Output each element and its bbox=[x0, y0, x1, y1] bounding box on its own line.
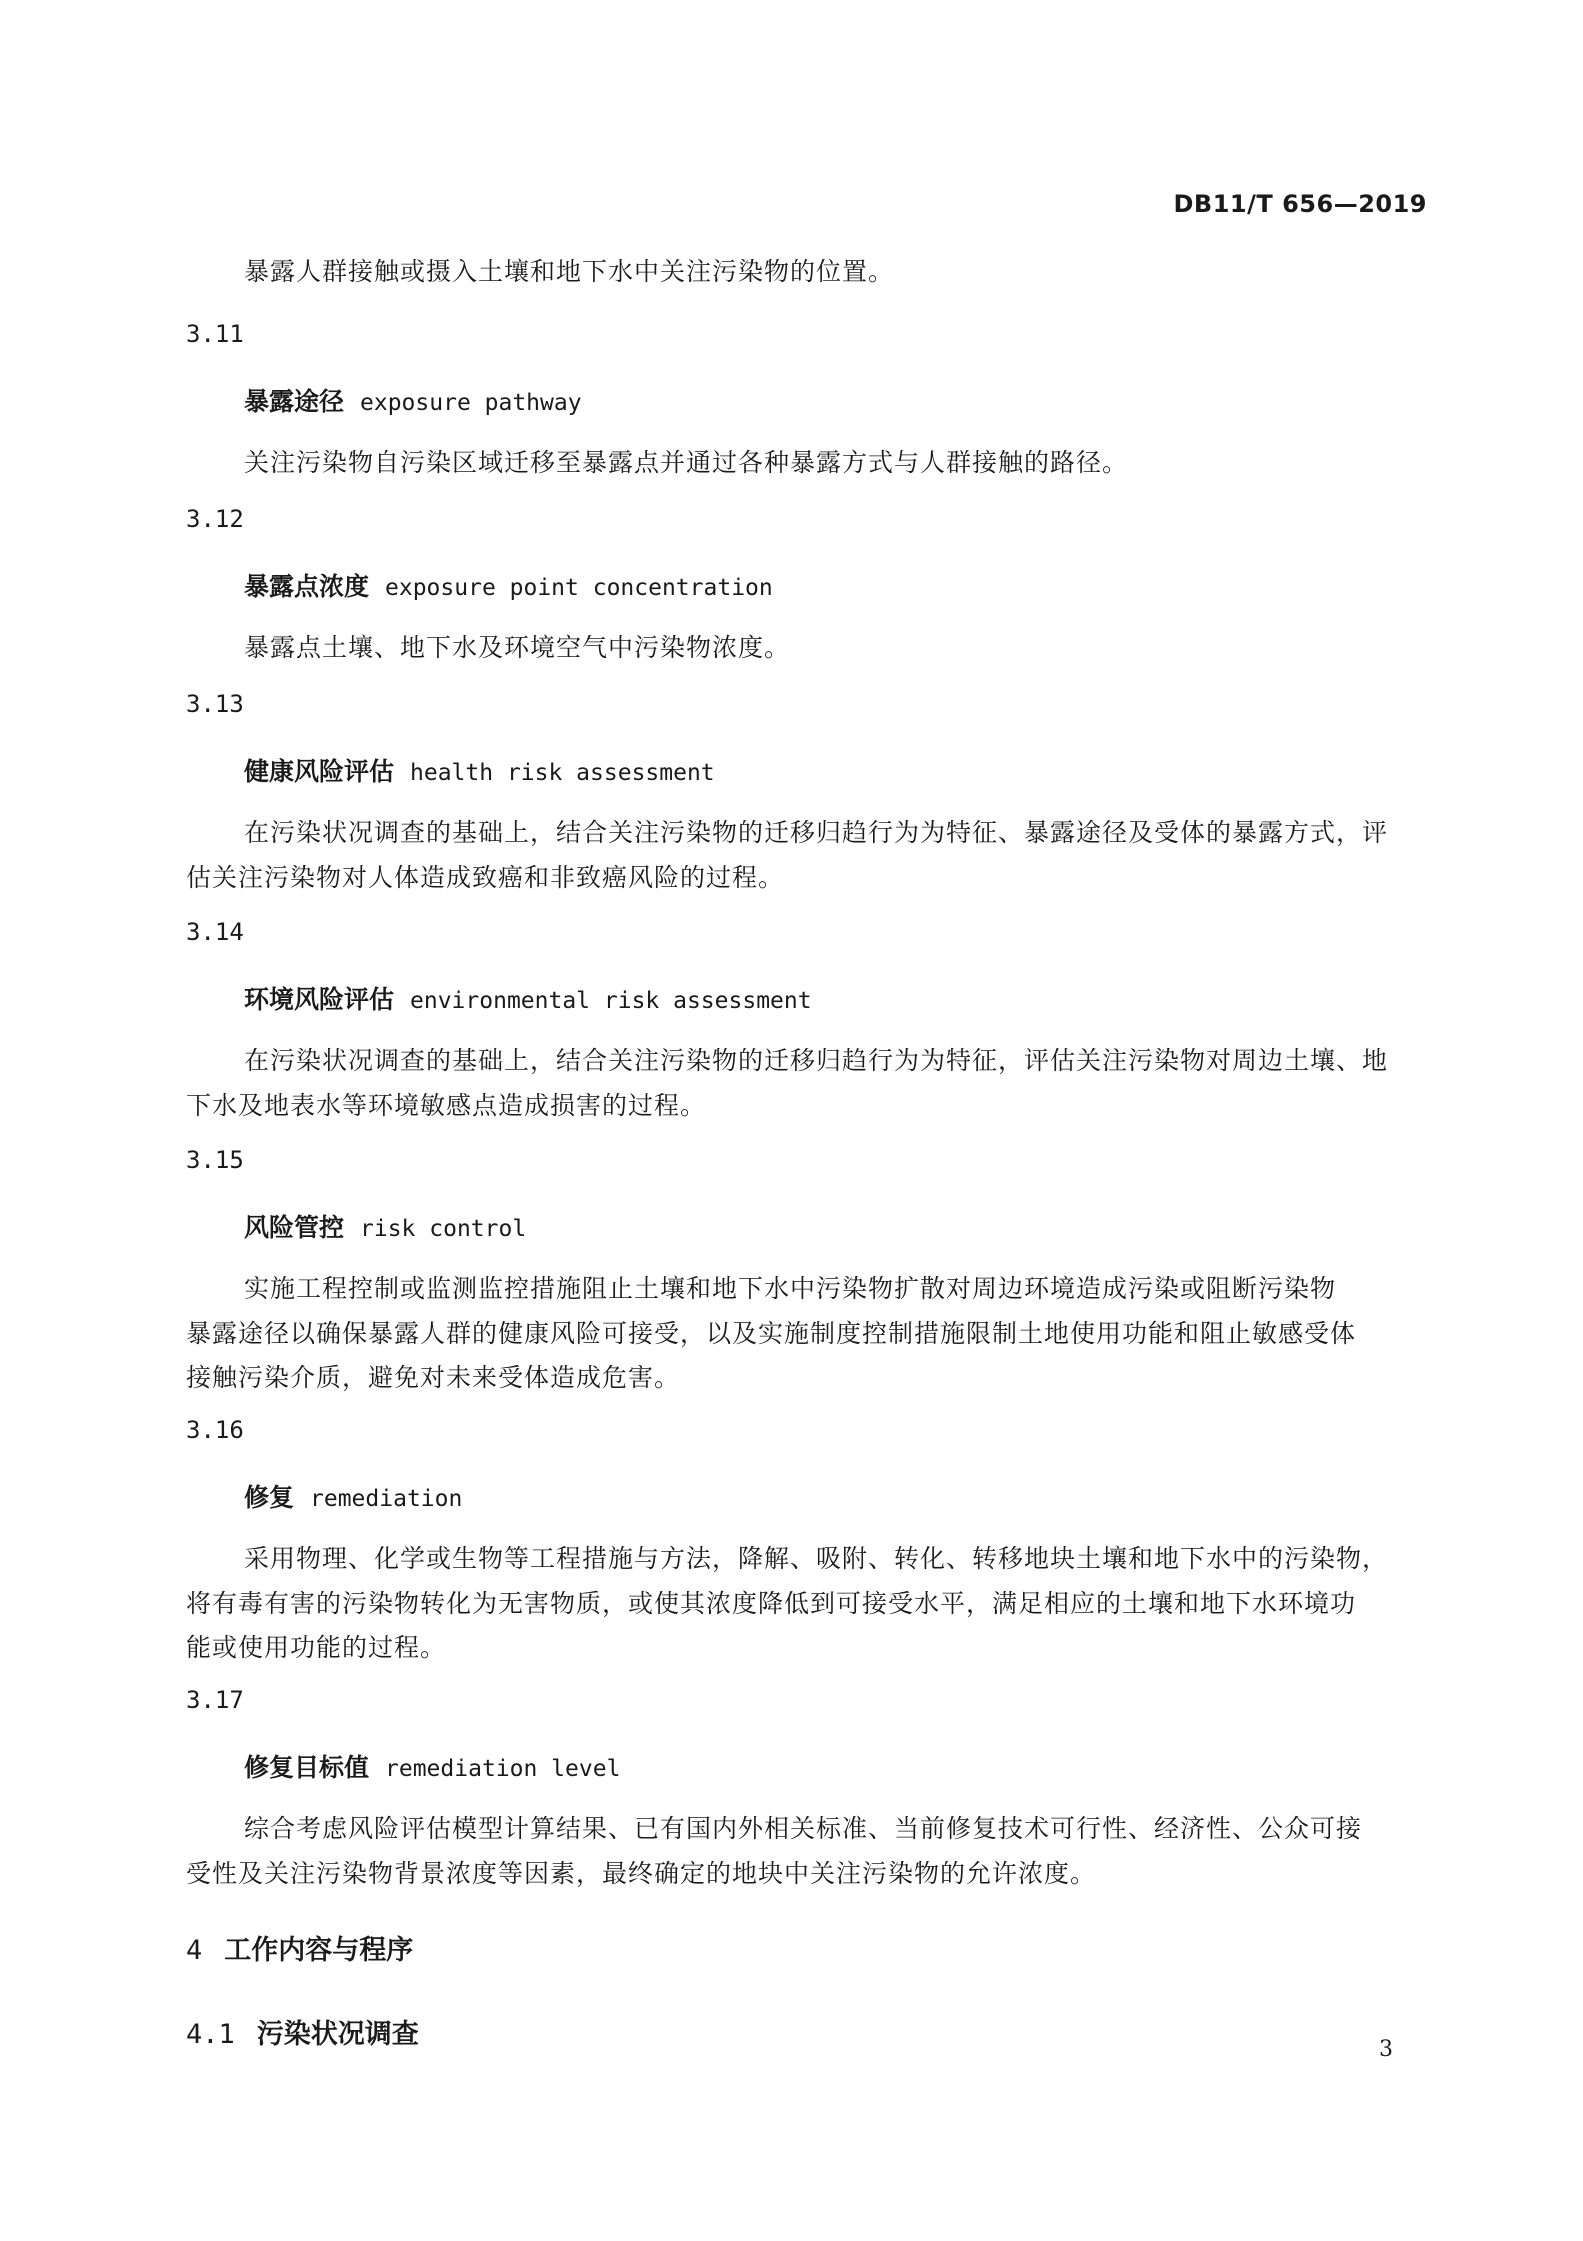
page-number: 3 bbox=[1379, 2037, 1393, 2062]
definition-line: 下水及地表水等环境敏感点造成损害的过程。 bbox=[186, 1091, 707, 1120]
definition-line: 在污染状况调查的基础上，结合关注污染物的迁移归趋行为为特征，评估关注污染物对周边土壤、地 bbox=[244, 1046, 1389, 1075]
section-title: 污染状况调查 bbox=[256, 2019, 419, 2050]
term-en: health risk assessment bbox=[410, 760, 715, 786]
term-heading bbox=[244, 382, 582, 418]
term-en: exposure point concentration bbox=[385, 575, 773, 601]
term-heading bbox=[244, 1478, 462, 1514]
clause-number: 3.11 bbox=[186, 320, 244, 348]
section-number: 4.1 bbox=[186, 2019, 235, 2050]
definition-line: 将有毒有害的污染物转化为无害物质，或使其浓度降低到可接受水平，满足相应的土壤和地下水环境功 bbox=[186, 1589, 1357, 1618]
standard-code: DB11/T 656—2019 bbox=[1173, 190, 1427, 218]
term-zh: 健康风险评估 bbox=[244, 757, 395, 786]
definition-line: 接触污染介质，避免对未来受体造成危害。 bbox=[186, 1363, 681, 1392]
definition-line: 能或使用功能的过程。 bbox=[186, 1633, 447, 1662]
term-zh: 风险管控 bbox=[244, 1213, 345, 1242]
definition-line: 暴露点土壤、地下水及环境空气中污染物浓度。 bbox=[244, 633, 791, 662]
definition-line: 暴露途径以确保暴露人群的健康风险可接受，以及实施制度控制措施限制土地使用功能和阻止敏感受体 bbox=[186, 1319, 1357, 1348]
term-zh: 修复目标值 bbox=[244, 1753, 370, 1782]
term-en: remediation bbox=[310, 1486, 463, 1512]
term-en: environmental risk assessment bbox=[410, 988, 812, 1014]
term-heading bbox=[244, 1208, 526, 1244]
term-heading bbox=[244, 1748, 620, 1784]
definition-line: 估关注污染物对人体造成致癌和非致癌风险的过程。 bbox=[186, 863, 785, 892]
term-zh: 暴露点浓度 bbox=[244, 572, 370, 601]
term-zh: 修复 bbox=[244, 1483, 295, 1512]
definition-line: 实施工程控制或监测监控措施阻止土壤和地下水中污染物扩散对周边环境造成污染或阻断污染物 bbox=[244, 1274, 1337, 1303]
section-number: 4 bbox=[186, 1935, 203, 1966]
clause-number: 3.17 bbox=[186, 1686, 244, 1714]
section-heading bbox=[186, 1928, 413, 1967]
term-en: remediation level bbox=[385, 1756, 621, 1782]
term-heading bbox=[244, 752, 715, 788]
clause-number: 3.16 bbox=[186, 1416, 244, 1444]
definition-line: 采用物理、化学或生物等工程措施与方法，降解、吸附、转化、转移地块土壤和地下水中的污染物， bbox=[244, 1544, 1389, 1573]
intro-line: 暴露人群接触或摄入土壤和地下水中关注污染物的位置。 bbox=[244, 257, 895, 286]
term-en: risk control bbox=[360, 1216, 527, 1242]
definition-line: 在污染状况调查的基础上，结合关注污染物的迁移归趋行为为特征、暴露途径及受体的暴露方式，评 bbox=[244, 818, 1389, 847]
section-title: 工作内容与程序 bbox=[224, 1935, 414, 1966]
term-zh: 暴露途径 bbox=[244, 387, 345, 416]
term-heading bbox=[244, 980, 812, 1016]
term-heading bbox=[244, 567, 773, 603]
definition-line: 关注污染物自污染区域迁移至暴露点并通过各种暴露方式与人群接触的路径。 bbox=[244, 448, 1129, 477]
clause-number: 3.12 bbox=[186, 505, 244, 533]
clause-number: 3.15 bbox=[186, 1146, 244, 1174]
subsection-heading bbox=[186, 2012, 419, 2051]
term-zh: 环境风险评估 bbox=[244, 985, 395, 1014]
clause-number: 3.14 bbox=[186, 918, 244, 946]
definition-line: 综合考虑风险评估模型计算结果、已有国内外相关标准、当前修复技术可行性、经济性、公众可接 bbox=[244, 1814, 1363, 1843]
term-en: exposure pathway bbox=[360, 390, 582, 416]
definition-line: 受性及关注污染物背景浓度等因素，最终确定的地块中关注污染物的允许浓度。 bbox=[186, 1859, 1097, 1888]
clause-number: 3.13 bbox=[186, 690, 244, 718]
